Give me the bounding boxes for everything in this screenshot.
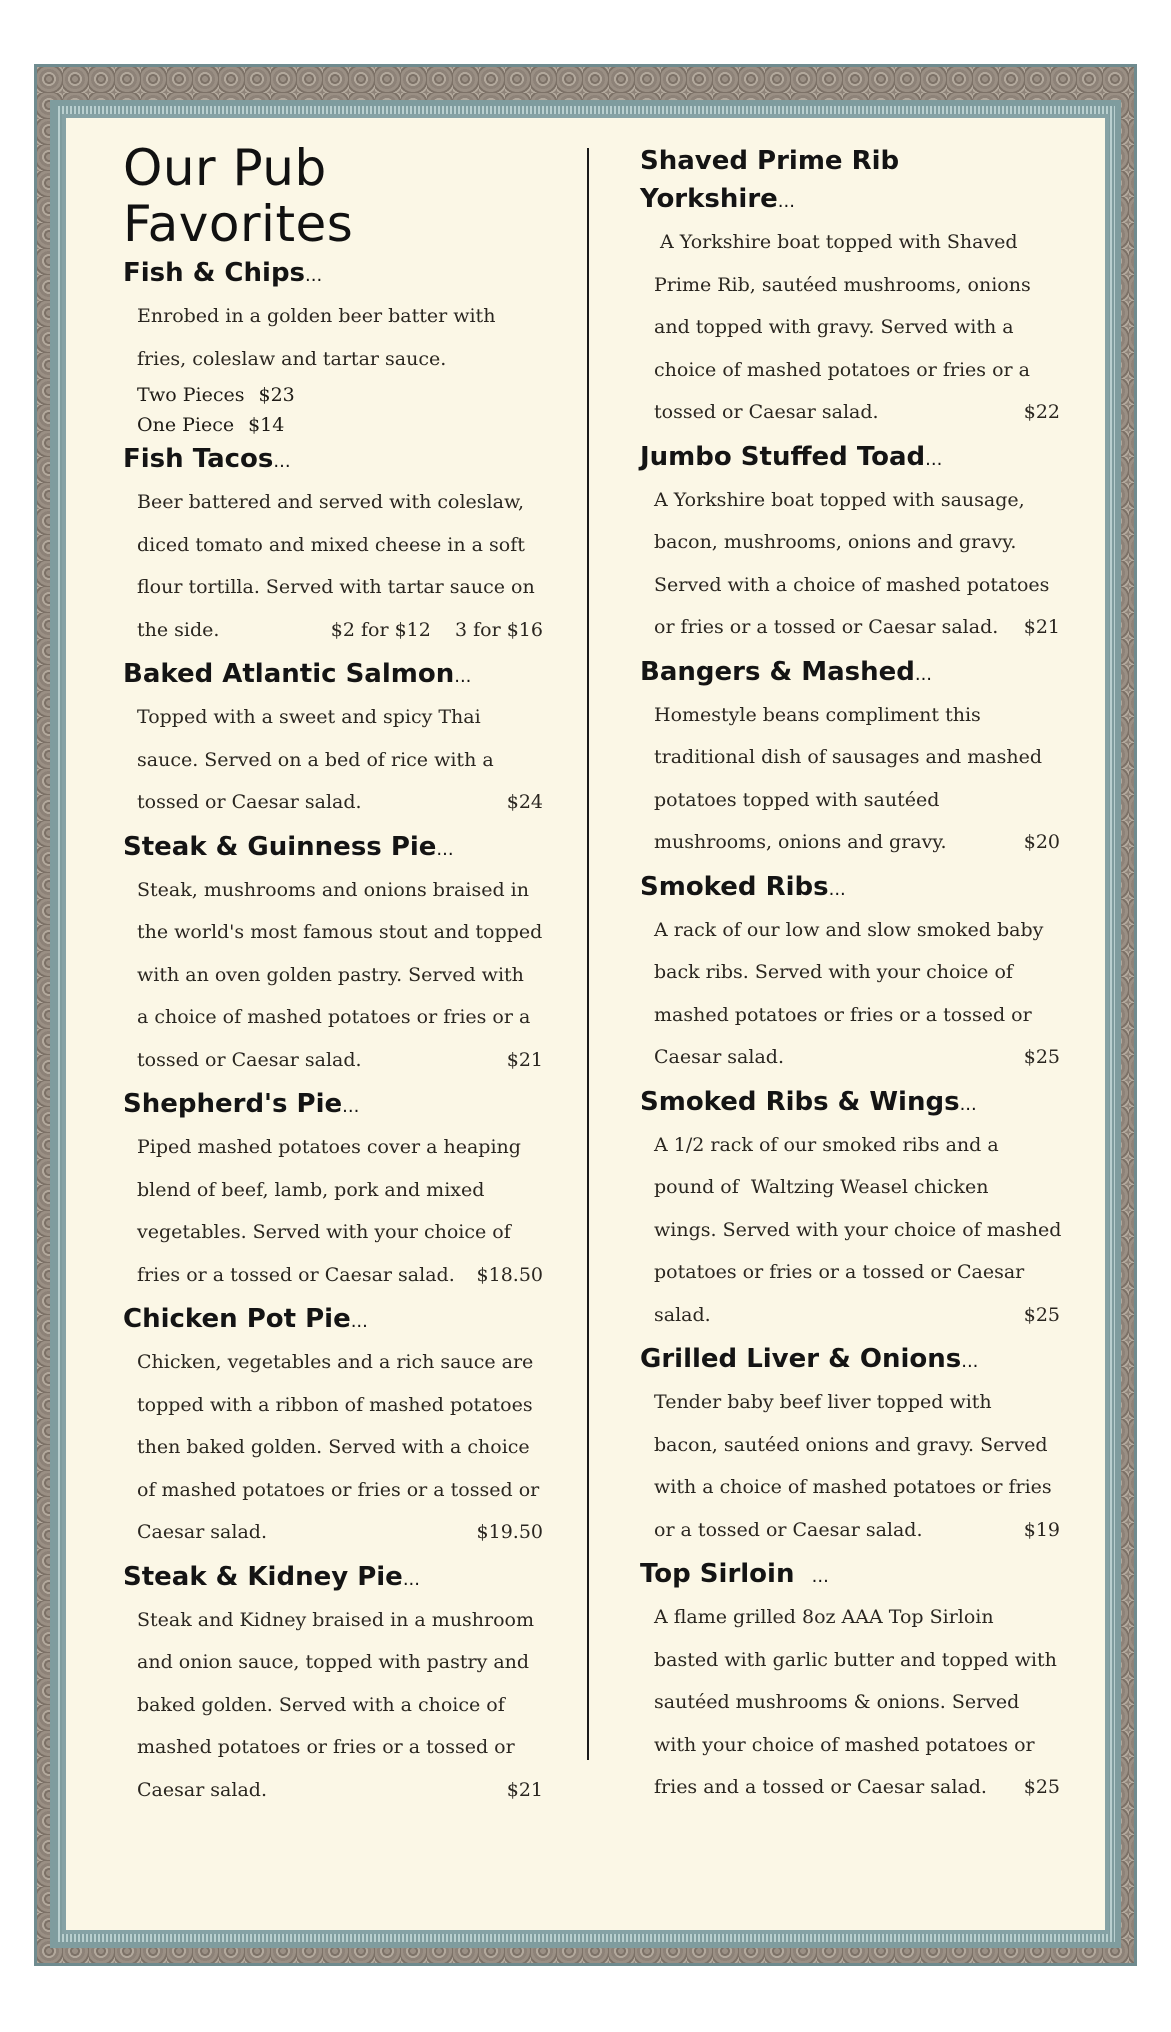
option-price: $23 [258,384,295,406]
item-name-text: Grilled Liver & Onions [640,1344,962,1374]
item-price: $24 [506,791,543,813]
item-name [123,254,543,295]
description-line [137,1684,543,1727]
item-description [640,1381,1060,1551]
item-name-text: Fish & Chips [123,258,306,288]
description-text: A Yorkshire boat topped with Shaved [654,231,1018,253]
description-text: topped with a ribbon of mashed potatoes [137,1393,533,1416]
description-text: Caesar salad. [654,1046,784,1068]
right-column [640,142,1060,1813]
description-text: Piped mashed potatoes cover a heaping [137,1136,521,1158]
description-line [654,391,1060,434]
description-line [654,1294,1060,1337]
item-name-dots: ... [454,666,472,687]
menu-item-fish-and-chips [123,254,543,440]
description-line [654,821,1060,864]
description-line [654,1639,1060,1682]
description-text: salad. [654,1303,711,1326]
menu-item-smoked-ribs-and-wings [640,1083,1060,1337]
description-line [137,696,543,739]
description-line [654,736,1060,779]
item-name [123,1558,543,1599]
description-line [654,694,1060,737]
item-description [640,221,1060,434]
description-line [137,1254,543,1297]
description-line [654,564,1060,607]
menu-item-steak-and-guinness-pie [123,828,543,1082]
description-text: fries and a tossed or Caesar salad. [654,1776,987,1798]
item-name-text: Bangers & Mashed [640,656,915,687]
item-name [640,1555,1060,1596]
description-line [654,1509,1060,1552]
item-price: $19 [1023,1518,1060,1541]
item-name [640,1083,1060,1124]
description-line [137,781,543,824]
description-text: Enrobed in a golden beer batter with [137,305,496,327]
price-option [123,410,543,440]
description-text: Chicken, vegetables and a rich sauce are [137,1351,534,1373]
item-price: $21 [1023,616,1060,638]
item-name-dots: ... [436,838,454,860]
item-name-text: Jumbo Stuffed Toad [640,441,926,472]
description-line [137,1726,543,1769]
description-line [654,994,1060,1037]
item-name-dots: ... [777,191,795,212]
description-text: and onion sauce, topped with pastry and [137,1651,530,1673]
description-line [654,1724,1060,1767]
description-line [137,1384,543,1427]
item-name [123,1300,543,1341]
description-line [654,521,1060,564]
item-description [123,696,543,824]
menu-item-steak-and-kidney-pie [123,1558,543,1812]
description-line [654,221,1060,264]
item-name-text: Top Sirloin [640,1559,795,1589]
description-text: Topped with a sweet and spicy Thai [137,706,481,728]
description-line [654,1166,1060,1209]
description-line [137,1769,543,1812]
description-line [654,306,1060,349]
menu-item-grilled-liver-and-onions [640,1340,1060,1551]
description-line [137,1426,543,1469]
description-text: the side. [137,618,220,641]
item-description [640,1596,1060,1809]
description-text: mushrooms, onions and gravy. [654,831,947,853]
description-line [654,264,1060,307]
item-description [123,1341,543,1554]
description-text: Steak and Kidney braised in a mushroom [137,1608,535,1631]
description-text: tossed or Caesar salad. [137,1048,362,1071]
description-text: wings. Served with your choice of mashed [654,1218,1062,1241]
description-line [137,295,543,338]
item-price: $2 for $12 3 for $16 [330,618,543,641]
description-text: back ribs. Served with your choice of [654,961,1013,983]
description-text: A 1/2 rack of our smoked ribs and a [654,1133,999,1156]
item-name [123,1085,543,1126]
item-description [123,1126,543,1296]
description-text: potatoes topped with sautéed [654,788,940,811]
item-name-dots: ... [794,1566,829,1587]
description-line [137,739,543,782]
item-name-text: Smoked Ribs & Wings [640,1086,960,1117]
description-line [137,1126,543,1169]
description-line [137,566,543,609]
item-name-dots: ... [914,663,933,685]
item-name-dots: ... [350,1311,368,1332]
description-line [654,1681,1060,1724]
item-name-text: Steak & Kidney Pie [123,1561,403,1592]
item-price: $19.50 [476,1521,543,1543]
description-text: A Yorkshire boat topped with sausage, [654,488,1025,511]
left-column [123,140,543,1815]
description-line [654,951,1060,994]
description-text: Tender baby beef liver topped with [654,1391,992,1413]
item-description [123,869,543,1082]
description-text: Prime Rib, sautéed mushrooms, onions [654,273,1031,296]
description-line [137,1211,543,1254]
description-line [654,1124,1060,1167]
menu-item-shaved-prime-rib-yorkshire [640,142,1060,434]
menu-item-chicken-pot-pie [123,1300,543,1554]
description-text: A rack of our low and slow smoked baby [654,918,1044,941]
item-name-text: Smoked Ribs [640,871,829,902]
item-name-dots: ... [273,451,291,472]
description-line [137,1511,543,1554]
description-text: and topped with gravy. Served with a [654,316,1014,338]
menu-item-top-sirloin [640,1555,1060,1809]
item-price: $18.50 [476,1263,543,1286]
description-text: a choice of mashed potatoes or fries or a [137,1006,531,1028]
description-text: then baked golden. Served with a choice [137,1436,530,1458]
item-price: $22 [1023,401,1060,423]
item-name-text: Chicken Pot Pie [123,1304,351,1334]
item-name-dots: ... [305,265,323,286]
item-description [123,481,543,651]
description-text: or fries or a tossed or Caesar salad. [654,616,999,638]
price-option [123,380,543,410]
item-price: $25 [1023,1776,1060,1798]
menu-item-shepherd-s-pie [123,1085,543,1296]
item-name [640,438,1060,479]
item-name [123,828,543,869]
item-description [123,295,543,380]
description-text: the world's most famous stout and topped [137,921,543,943]
description-text: Served with a choice of mashed potatoes [654,573,1050,596]
item-price: $21 [506,1778,543,1801]
description-text: mashed potatoes or fries or a tossed or [137,1736,515,1758]
description-text: with your choice of mashed potatoes or [654,1733,1035,1756]
item-name [123,655,543,696]
description-line [137,911,543,954]
item-name-dots: ... [925,448,943,470]
item-price: $21 [506,1048,543,1071]
description-line [654,349,1060,392]
description-text: tossed or Caesar salad. [654,401,879,423]
description-line [654,1766,1060,1809]
page-title: Our Pub Favorites [123,139,354,253]
description-line [654,1251,1060,1294]
menu-item-baked-atlantic-salmon [123,655,543,824]
description-line [654,479,1060,522]
description-text: vegetables. Served with your choice of [137,1221,511,1243]
description-text: bacon, mushrooms, onions and gravy. [654,531,1017,553]
description-text: choice of mashed potatoes or fries or a [654,358,1030,381]
menu-item-bangers-and-mashed [640,653,1060,864]
description-text: Beer battered and served with coleslaw, [137,491,524,513]
description-text: pound of Waltzing Weasel chicken [654,1176,989,1198]
description-line [137,954,543,997]
description-line [654,1466,1060,1509]
item-name-text: Shaved Prime Rib Yorkshire [640,146,900,214]
item-name-dots: ... [961,1351,979,1372]
description-line [654,1424,1060,1467]
item-description [640,909,1060,1079]
item-description [123,1599,543,1812]
item-name-text: Steak & Guinness Pie [123,831,437,862]
option-label: Two Pieces [137,384,245,406]
description-text: basted with garlic butter and topped with [654,1648,1057,1671]
item-description [640,479,1060,649]
item-name-dots: ... [828,878,846,900]
description-line [137,1169,543,1212]
description-text: A flame grilled 8oz AAA Top Sirloin [654,1606,994,1628]
description-text: diced tomato and mixed cheese in a soft [137,533,525,556]
description-text: traditional dish of sausages and mashed [654,746,1042,768]
description-line [654,606,1060,649]
description-text: mashed potatoes or fries or a tossed or [654,1003,1032,1026]
description-line [654,909,1060,952]
item-description [640,1124,1060,1337]
item-name-text: Baked Atlantic Salmon [123,659,455,689]
description-text: fries, coleslaw and tartar sauce. [137,347,447,370]
item-price: $25 [1023,1046,1060,1068]
description-line [137,1599,543,1642]
description-text: of mashed potatoes or fries or a tossed or [137,1478,540,1501]
description-line [654,1381,1060,1424]
menu-item-fish-tacos [123,440,543,651]
description-line [137,609,543,652]
description-text: flour tortilla. Served with tartar sauce on [137,576,535,598]
description-text: with an oven golden pastry. Served with [137,963,524,986]
description-text: tossed or Caesar salad. [137,791,362,813]
item-description [640,694,1060,864]
description-line [137,996,543,1039]
description-line [654,779,1060,822]
description-text: Homestyle beans compliment this [654,703,981,726]
description-text: fries or a tossed or Caesar salad. [137,1263,455,1286]
menu-item-smoked-ribs [640,868,1060,1079]
item-name [123,440,543,481]
description-line [137,869,543,912]
description-text: sautéed mushrooms & onions. Served [654,1691,1020,1713]
description-text: bacon, sautéed onions and gravy. Served [654,1433,1048,1456]
item-name-dots: ... [402,1568,420,1590]
description-text: Caesar salad. [137,1521,267,1543]
description-text: sauce. Served on a bed of rice with a [137,748,494,771]
item-price: $20 [1023,831,1060,853]
item-name-text: Fish Tacos [123,444,274,474]
description-line [654,1596,1060,1639]
description-line [654,1036,1060,1079]
description-line [137,1341,543,1384]
description-text: potatoes or fries or a tossed or Caesar [654,1261,1025,1283]
description-text: Steak, mushrooms and onions braised in [137,878,529,901]
description-text: Caesar salad. [137,1778,267,1801]
description-text: with a choice of mashed potatoes or fries [654,1476,1052,1498]
description-line [137,1641,543,1684]
description-line [137,1039,543,1082]
description-text: or a tossed or Caesar salad. [654,1518,923,1541]
description-line [137,338,543,381]
description-text: blend of beef, lamb, pork and mixed [137,1178,485,1201]
column-divider [587,148,589,1760]
item-name-dots: ... [342,1096,360,1117]
item-name-text: Shepherd's Pie [123,1089,343,1119]
option-label: One Piece [137,414,235,436]
description-line [654,1209,1060,1252]
menu-item-jumbo-stuffed-toad [640,438,1060,649]
item-name [640,653,1060,694]
item-name [640,868,1060,909]
item-name [640,1340,1060,1381]
description-line [137,1469,543,1512]
description-line [137,481,543,524]
option-price: $14 [248,414,285,436]
description-text: baked golden. Served with a choice of [137,1693,505,1716]
description-line [137,524,543,567]
item-price: $25 [1023,1303,1060,1326]
item-name-dots: ... [959,1093,977,1115]
item-name [640,142,1060,221]
